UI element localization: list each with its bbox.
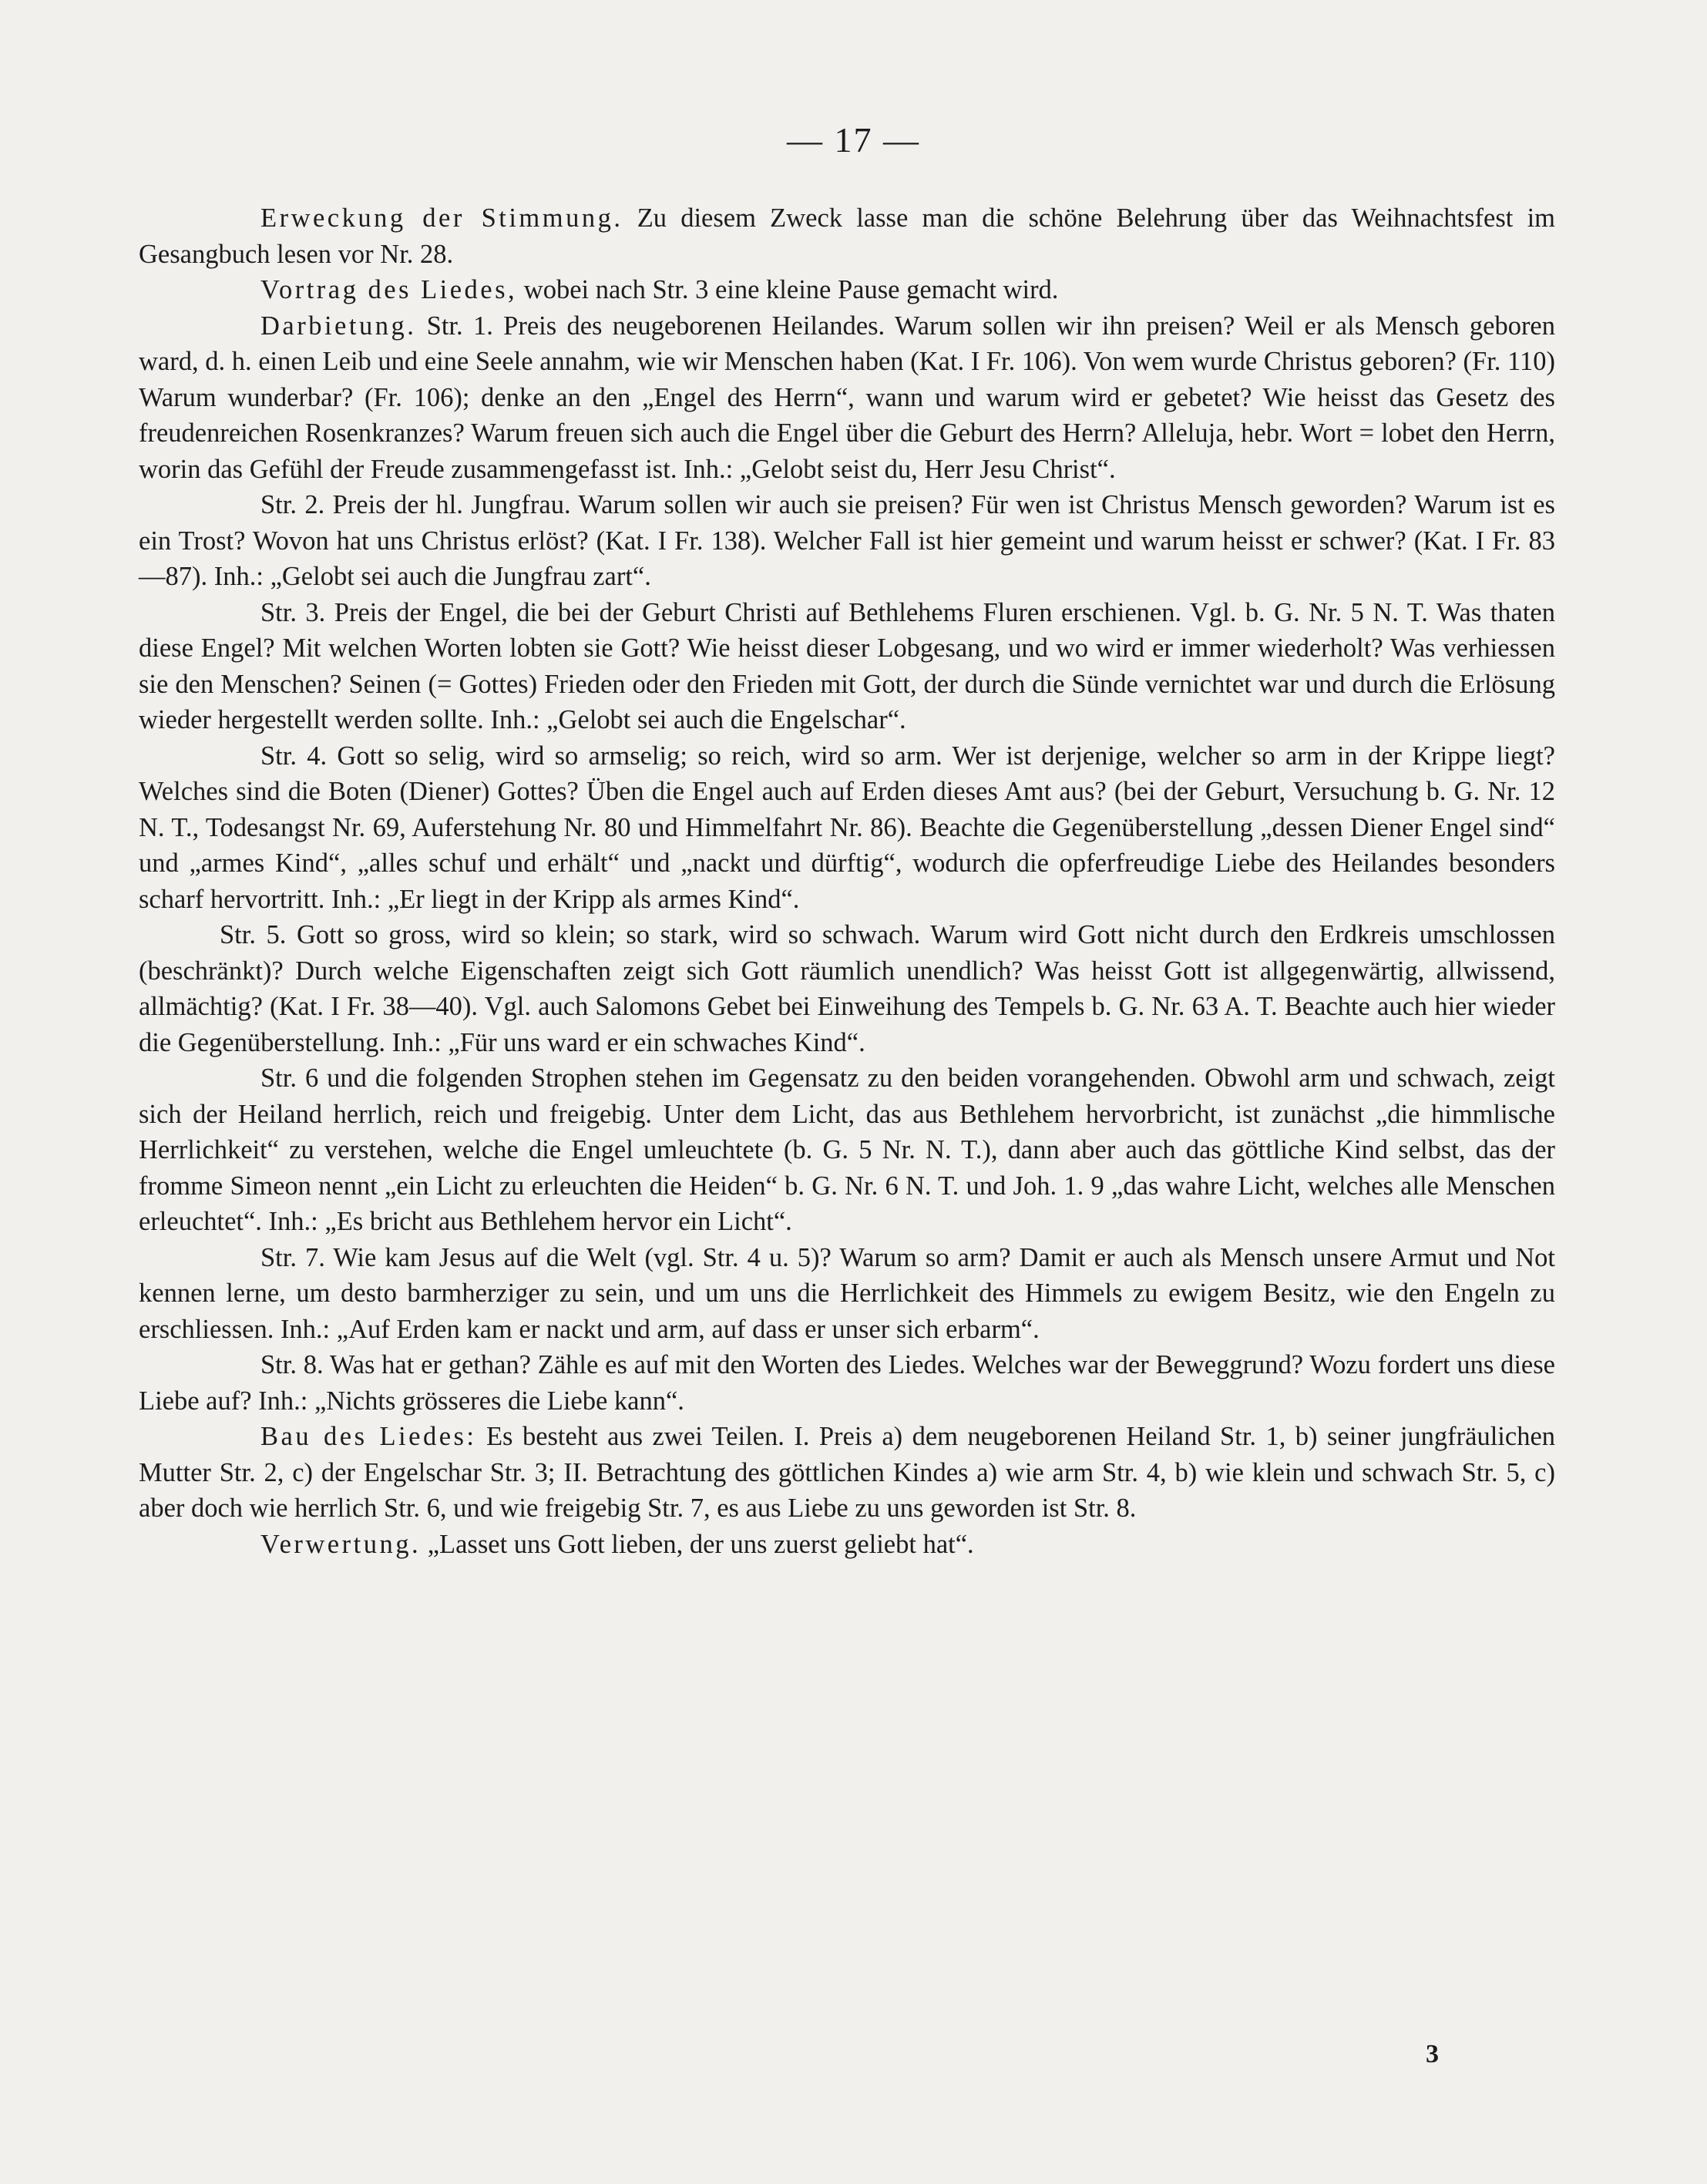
paragraph	[139, 1240, 1555, 1348]
paragraph-text: wobei nach Str. 3 eine kleine Pause gemacht wird.	[517, 275, 1059, 304]
signature-mark: 3	[1426, 2040, 1439, 2068]
paragraph-text: Str. 7. Wie kam Jesus auf die Welt (vgl. Str. 4 u. 5)? Warum so arm? Damit er auch als Mensch unsere Armut und Not kennen lerne, um desto barmherziger zu sein, und um uns die Herrlichkeit des Himmels zu ewigem Besitz, wie den Engeln zu erschliessen. Inh.: „Auf Erden kam er nackt und arm, auf dass er unser sich erbarm“.	[139, 1242, 1555, 1344]
paragraph-text: Es besteht aus zwei Teilen. I. Preis a) dem neugeborenen Heiland Str. 1, b) seiner jungfräulichen Mutter Str. 2, c) der Engelschar Str. 3; II. Betrachtung des göttlichen Kindes a) wie arm Str. 4, b) wie klein und schwach Str. 5, c) aber doch wie herrlich Str. 6, und wie freigebig Str. 7, es aus Liebe zu uns geworden ist Str. 8.	[139, 1422, 1556, 1523]
paragraph	[139, 308, 1555, 488]
paragraph	[139, 200, 1555, 272]
paragraph-text: Str. 1. Preis des neugeborenen Heilandes. Warum sollen wir ihn preisen? Weil er als Mensch geboren ward, d. h. einen Leib und eine Seele annahm, wie wir Menschen haben (Kat. I Fr. 106). Von wem wurde Christus geboren? (Fr. 110) Warum wunderbar? (Fr. 106); denke an den „Engel des Herrn“, wann und warum wird er gebetet? Wie heisst das Gesetz des freudenreichen Rosenkranzes? Warum freuen sich auch die Engel über die Geburt des Herrn? Alleluja, hebr. Wort = lobet den Herrn, worin das Gefühl der Freude zusammengefasst ist. Inh.: „Gelobt seist du, Herr Jesu Christ“.	[139, 311, 1555, 484]
paragraph-text: Str. 6 und die folgenden Strophen stehen im Gegensatz zu den beiden vorangehenden. Obwohl arm und schwach, zeigt sich der Heiland herrlich, reich und freigebig. Unter dem Licht, das aus Bethlehem hervorbricht, ist zunächst „die himmlische Herrlichkeit“ zu verstehen, welche die Engel umleuchtete (b. G. 5 Nr. N. T.), dann aber auch das göttliche Kind selbst, das der fromme Simeon nennt „ein Licht zu erleuchten die Heiden“ b. G. Nr. 6 N. T. und Joh. 1. 9 „das wahre Licht, welches alle Menschen erleuchtet“. Inh.: „Es bricht aus Bethlehem hervor ein Licht“.	[139, 1063, 1555, 1236]
paragraph-text: Str. 2. Preis der hl. Jungfrau. Warum sollen wir auch sie preisen? Für wen ist Christus Mensch geworden? Warum ist es ein Trost? Wovon hat uns Christus erlöst? (Kat. I Fr. 138). Welcher Fall ist hier gemeint und warum heisst er schwer? (Kat. I Fr. 83—87). Inh.: „Gelobt sei auch die Jungfrau zart“.	[139, 490, 1555, 591]
paragraph-lead: Darbietung.	[260, 311, 417, 341]
paragraph-lead: Erweckung der Stimmung.	[260, 203, 623, 233]
paragraph-lead: Verwertung.	[260, 1529, 422, 1559]
body-text	[139, 200, 1555, 1562]
paragraph-lead: Vortrag des Liedes,	[260, 275, 518, 304]
paragraph	[139, 917, 1555, 1060]
paragraph	[139, 1347, 1555, 1419]
paragraph-text: Str. 5. Gott so gross, wird so klein; so stark, wird so schwach. Warum wird Gott nicht durch den Erdkreis umschlossen (beschränkt)? Durch welche Eigenschaften zeigt sich Gott räumlich unendlich? Was heisst Gott ist allgegenwärtig, allwissend, allmächtig? (Kat. I Fr. 38—40). Vgl. auch Salomons Gebet bei Einweihung des Tempels b. G. Nr. 63 A. T. Beachte auch hier wieder die Gegenüberstellung. Inh.: „Für uns ward er ein schwaches Kind“.	[139, 920, 1555, 1057]
paragraph	[139, 1060, 1555, 1240]
paragraph	[139, 272, 1555, 308]
paragraph	[139, 1419, 1555, 1527]
paragraph	[139, 1527, 1555, 1563]
paragraph-text: Str. 3. Preis der Engel, die bei der Geburt Christi auf Bethlehems Fluren erschienen. Vgl. b. G. Nr. 5 N. T. Was thaten diese Engel? Mit welchen Worten lobten sie Gott? Wie heisst dieser Lobgesang, und wo wird er immer wiederholt? Was verhiessen sie den Menschen? Seinen (= Gottes) Frieden oder den Frieden mit Gott, der durch die Sünde vernichtet war und durch die Erlösung wieder hergestellt werden sollte. Inh.: „Gelobt sei auch die Engelschar“.	[139, 597, 1555, 734]
paragraph	[139, 595, 1555, 738]
paragraph-text: Zu diesem Zweck lasse man die schöne Belehrung über das Weihnachtsfest im Gesangbuch lesen vor Nr. 28.	[139, 203, 1555, 269]
paragraph-text: Str. 8. Was hat er gethan? Zähle es auf mit den Worten des Liedes. Welches war der Beweggrund? Wozu fordert uns diese Liebe auf? Inh.: „Nichts grösseres die Liebe kann“.	[139, 1350, 1555, 1416]
paragraph	[139, 738, 1555, 918]
paragraph-lead: Bau des Liedes:	[260, 1422, 477, 1451]
paragraph	[139, 487, 1555, 595]
paragraph-text: „Lasset uns Gott lieben, der uns zuerst geliebt hat“.	[421, 1529, 974, 1559]
page-number: — 17 —	[787, 120, 920, 160]
paragraph-text: Str. 4. Gott so selig, wird so armselig; so reich, wird so arm. Wer ist derjenige, welcher so arm in der Krippe liegt? Welches sind die Boten (Diener) Gottes? Üben die Engel auch auf Erden dieses Amt aus? (bei der Geburt, Versuchung b. G. Nr. 12 N. T., Todesangst Nr. 69, Auferstehung Nr. 80 und Himmelfahrt Nr. 86). Beachte die Gegenüberstellung „dessen Diener Engel sind“ und „armes Kind“, „alles schuf und erhält“ und „nackt und dürftig“, wodurch die opferfreudige Liebe des Heilandes besonders scharf hervortritt. Inh.: „Er liegt in der Kripp als armes Kind“.	[139, 741, 1555, 914]
